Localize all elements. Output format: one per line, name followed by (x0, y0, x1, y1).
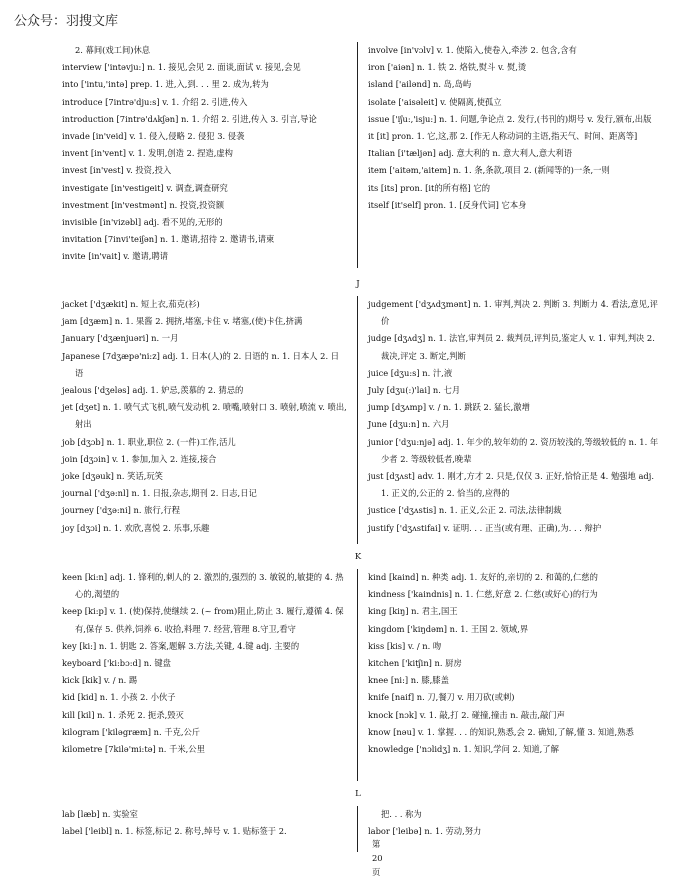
entry-judgement: judgement ['dʒʌdʒmənt] n. 1. 审判,判决 2. 判断 3. 判断力 4. 看法,意见,评价 (368, 299, 658, 327)
entry-know: know [nəu] v. 1. 掌握. . . 的知识,熟悉,会 2. 确知,了解,懂 3. 知道,熟悉 (368, 726, 634, 737)
entry-invest: invest [in'vest] v. 投资,投入 (62, 165, 172, 176)
entry-label-continued: 把. . . 称为 (381, 809, 422, 819)
section-j-left (62, 296, 347, 537)
entry-juice: juice [dʒu:s] n. 汁,液 (368, 367, 453, 378)
entry-lab: lab [læb] n. 实验室 (62, 809, 138, 819)
page-number: 第20页 (372, 839, 383, 877)
entry-kind: kind [kaind] n. 种类 adj. 1. 友好的,亲切的 2. 和蔼的,仁慈的 (368, 572, 598, 582)
entry-island: island ['ailənd] n. 岛,岛屿 (368, 79, 472, 90)
entry-invent: invent [in'vent] v. 1. 发明,创造 2. 捏造,虚构 (62, 148, 233, 159)
entry-kilometre: kilometre [7kilə'mi:tə] n. 千米,公里 (62, 744, 205, 755)
entry-introduce: introduce [7intrə'dju:s] v. 1. 介绍 2. 引进,传入 (62, 96, 248, 107)
entry-jealous: jealous ['dʒeləs] adj. 1. 妒忌,羡慕的 2. 猜忌的 (62, 385, 244, 396)
entry-invitation: invitation [7invi'teiʃən] n. 1. 邀请,招待 2. 邀请书,请柬 (62, 234, 275, 245)
entry-italian: Italian [i'tæljən] adj. 意大利的 n. 意大利人,意大利语 (368, 148, 573, 159)
entry-judge: judge [dʒʌdʒ] n. 1. 法官,审判员 2. 裁判员,评判员,鉴定人 v. 1. 审判,判决 2. 裁决,评定 3. 断定,判断 (368, 333, 655, 361)
entry-iron: iron ['aiən] n. 1. 铁 2. 烙铁,熨斗 v. 熨,烫 (368, 62, 527, 73)
entry-kick: kick [kik] v. / n. 踢 (62, 675, 138, 686)
section-l-left (62, 806, 347, 840)
entry-investment: investment [in'vestmənt] n. 投资,投资额 (62, 199, 225, 210)
entry-july: July [dʒu(:)'lai] n. 七月 (368, 385, 461, 396)
entry-introduction: introduction [7intrə'dʌkʃən] n. 1. 介绍 2. 引进,传入 3. 引言,导论 (62, 113, 317, 124)
entry-jet: jet [dʒet] n. 1. 喷气式飞机,喷气发动机 2. 喷嘴,喷射口 3. 喷射,喷流 v. 喷出,射出 (62, 402, 347, 430)
section-letter-j: J (356, 279, 360, 289)
entry-journey: journey ['dʒə:ni] n. 旅行,行程 (62, 505, 180, 516)
entry-january: January ['dʒænjuəri] n. 一月 (62, 333, 179, 344)
entry-journal: journal ['dʒə:nl] n. 1. 日报,杂志,期刊 2. 日志,日记 (62, 488, 257, 499)
entry-kingdom: kingdom ['kiŋdəm] n. 1. 王国 2. 领域,界 (368, 623, 529, 634)
section-k-left (62, 569, 347, 758)
entry-into: into ['intu,'intə] prep. 1. 进,入,到. . . 里 2. 成为,转为 (62, 79, 269, 90)
entry-its: its [its] pron. [it的所有格] 它的 (368, 182, 491, 193)
entry-issue: issue ['iʃu:,'isju:] n. 1. 问题,争论点 2. 发行,(书刊的)期号 v. 发行,颁布,出版 (368, 113, 652, 124)
entry-japanese: Japanese [7dʒæpə'ni:z] adj. 1. 日本(人)的 2. 日语的 n. 1. 日本人 2. 日语 (62, 350, 340, 378)
entry-knowledge: knowledge ['nɔlidʒ] n. 1. 知识,学问 2. 知道,了解 (368, 744, 559, 755)
entry-june: June [dʒu:n] n. 六月 (368, 419, 450, 430)
column-divider-l (357, 806, 358, 852)
entry-kitchen: kitchen ['kitʃin] n. 厨房 (368, 658, 462, 669)
entry-keep: keep [ki:p] v. 1. (使)保持,使继续 2. (~ from)阻止,防止 3. 履行,遵循 4. 保有,保存 5. 供养,饲养 6. 收拾,料理 7. 经营,管理 8.守卫,看守 (62, 606, 344, 634)
entry-labor: labor ['leibə] n. 1. 劳动,努力 (368, 826, 482, 837)
entry-join: join [dʒɔin] v. 1. 参加,加入 2. 连接,接合 (62, 453, 217, 464)
entry-involve: involve [in'vɔlv] v. 1. 使陷入,使卷入,牵涉 2. 包含,含有 (368, 45, 577, 55)
entry-justify: justify ['dʒʌstifai] v. 证明. . . 正当(或有理、正确),为. . . 辩护 (368, 522, 602, 533)
entry-jam: jam [dʒæm] n. 1. 果酱 2. 拥挤,堵塞,卡住 v. 堵塞,(使)卡住,挤满 (62, 316, 303, 327)
entry-knee: knee [ni:] n. 膝,膝盖 (368, 675, 449, 686)
entry-invade: invade [in'veid] v. 1. 侵入,侵略 2. 侵犯 3. 侵袭 (62, 131, 245, 142)
section-j-right (368, 296, 660, 537)
entry-justice: justice ['dʒʌstis] n. 1. 正义,公正 2. 司法,法律制裁 (368, 505, 562, 516)
entry-key: key [ki:] n. 1. 钥匙 2. 答案,题解 3.方法,关键, 4.键 adj. 主要的 (62, 640, 300, 651)
entry-kid: kid [kid] n. 1. 小孩 2. 小伙子 (62, 692, 176, 703)
entry-intermission: 2. 幕间(戏工间)休息 (75, 45, 151, 55)
entry-job: job [dʒɔb] n. 1. 职业,职位 2. (一件)工作,活儿 (62, 436, 236, 447)
section-i-left (62, 42, 347, 266)
column-divider-k (357, 569, 358, 781)
entry-keyboard: keyboard ['ki:bɔ:d] n. 键盘 (62, 658, 171, 669)
section-k-right (368, 569, 660, 758)
entry-jump: jump [dʒʌmp] v. / n. 1. 跳跃 2. 猛长,激增 (368, 402, 530, 413)
entry-kiss: kiss [kis] v. / n. 吻 (368, 640, 442, 651)
entry-invisible: invisible [in'vizəbl] adj. 看不见的,无形的 (62, 217, 223, 228)
entry-item: item ['aitəm,'aitem] n. 1. 条,条款,项目 2. (新闻等的)一条,一则 (368, 165, 610, 176)
column-divider-j (357, 296, 358, 544)
entry-itself: itself [it'self] pron. 1. [反身代词] 它本身 (368, 199, 527, 210)
column-divider-i (357, 42, 358, 268)
entry-just: just [dʒʌst] adv. 1. 刚才,方才 2. 只是,仅仅 3. 正好,恰恰正是 4. 勉强地 adj. 1. 正义的,公正的 2. 恰当的,应得的 (368, 471, 654, 499)
entry-invite: invite [in'vait] v. 邀请,聘请 (62, 251, 169, 262)
entry-label: label ['leibl] n. 1. 标签,标记 2. 称号,绰号 v. 1. 贴标签于 2. (62, 826, 287, 837)
entry-knock: knock [nɔk] v. 1. 敲,打 2. 碰撞,撞击 n. 敲击,敲门声 (368, 709, 565, 720)
entry-kilogram: kilogram ['kiləgræm] n. 千克,公斤 (62, 726, 201, 737)
section-i-right (368, 42, 660, 214)
section-letter-k: K (354, 552, 362, 562)
entry-knife: knife [naif] n. 刀,餐刀 v. 用刀砍(或刺) (368, 692, 515, 703)
entry-interview: interview ['intəvju:] n. 1. 接见,会见 2. 面谈,面试 v. 接见,会见 (62, 62, 301, 73)
entry-kill: kill [kil] n. 1. 杀死 2. 扼杀,毁灭 (62, 709, 184, 720)
entry-king: king [kiŋ] n. 君主,国王 (368, 606, 458, 617)
entry-keen: keen [ki:n] adj. 1. 锋利的,刺人的 2. 激烈的,强烈的 3. 敏锐的,敏捷的 4. 热心的,渴望的 (62, 572, 344, 600)
entry-joy: joy [dʒɔi] n. 1. 欢欣,喜悦 2. 乐事,乐趣 (62, 522, 210, 533)
entry-jacket: jacket ['dʒækit] n. 短上衣,茄克(衫) (62, 299, 200, 309)
entry-junior: junior ['dʒu:njə] adj. 1. 年少的,较年幼的 2. 资历较浅的,等级较低的 n. 1. 年少者 2. 等级较低者,晚辈 (368, 436, 659, 464)
section-l-right (368, 806, 660, 840)
entry-joke: joke [dʒəuk] n. 笑话,玩笑 (62, 471, 163, 482)
section-letter-l: L (355, 789, 361, 799)
entry-kindness: kindness ['kaindnis] n. 1. 仁慈,好意 2. 仁慈(或好心)的行为 (368, 589, 598, 600)
entry-isolate: isolate ['aisəleit] v. 使隔离,使孤立 (368, 96, 502, 107)
entry-it: it [it] pron. 1. 它,这,那 2. [作无人称动词的主语,指天气、时间、距离等] (368, 131, 638, 142)
watermark: 公众号：羽搜文库 (14, 14, 119, 29)
entry-investigate: investigate [in'vestigeit] v. 调查,调查研究 (62, 182, 228, 193)
